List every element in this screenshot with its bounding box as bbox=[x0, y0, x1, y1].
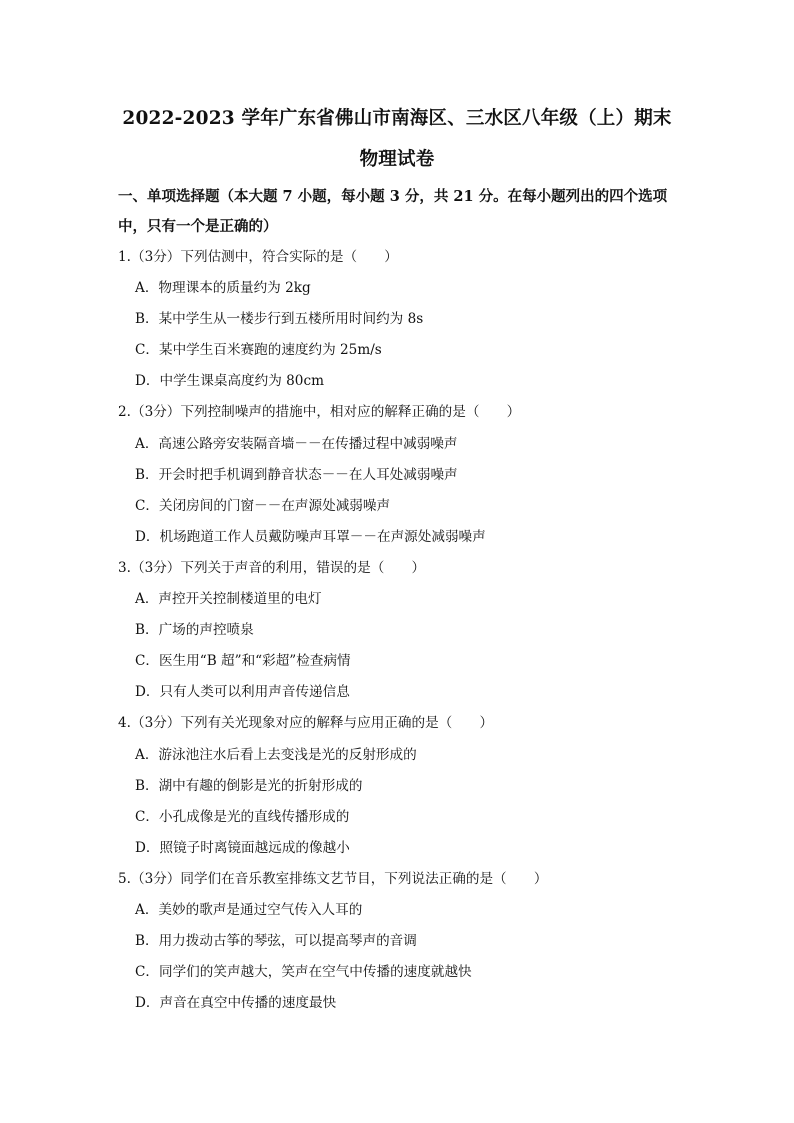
question-4 bbox=[118, 708, 684, 863]
section-heading: 一、单项选择题（本大题 7 小题，每小题 3 分，共 21 分。在每小题列出的四个选项中，只有一个是正确的） bbox=[118, 188, 668, 235]
option-a: A．美妙的歌声是通过空气传入人耳的 bbox=[135, 901, 363, 918]
exam-title-line-2: 物理试卷 bbox=[359, 149, 435, 170]
option-d: D．声音在真空中传播的速度最快 bbox=[135, 995, 337, 1012]
option-b: B．湖中有趣的倒影是光的折射形成的 bbox=[135, 777, 363, 794]
question-stem: 2.（3分）下列控制噪声的措施中，相对应的解释正确的是（ ） bbox=[118, 404, 521, 421]
question-5 bbox=[118, 864, 684, 1019]
option-c: C．医生用“B 超”和“彩超”检查病情 bbox=[135, 653, 351, 670]
option-a: A．声控开关控制楼道里的电灯 bbox=[135, 591, 322, 608]
option-b: B．开会时把手机调到静音状态－－在人耳处减弱噪声 bbox=[135, 466, 458, 483]
option-a: A．高速公路旁安装隔音墙－－在传播过程中减弱噪声 bbox=[135, 435, 458, 452]
question-3 bbox=[118, 553, 684, 708]
question-stem: 4.（3分）下列有关光现象对应的解释与应用正确的是（ ） bbox=[118, 715, 494, 732]
option-c: C．小孔成像是光的直线传播形成的 bbox=[135, 808, 350, 825]
option-b: B．用力拨动古筝的琴弦，可以提高琴声的音调 bbox=[135, 933, 417, 950]
option-d: D．机场跑道工作人员戴防噪声耳罩－－在声源处减弱噪声 bbox=[135, 528, 486, 545]
option-a: A．游泳池注水后看上去变浅是光的反射形成的 bbox=[135, 746, 417, 763]
option-d: D．只有人类可以利用声音传递信息 bbox=[135, 684, 350, 701]
option-c: C．关闭房间的门窗－－在声源处减弱噪声 bbox=[135, 497, 391, 514]
question-stem: 5.（3分）同学们在音乐教室排练文艺节目，下列说法正确的是（ ） bbox=[118, 870, 548, 887]
question-2 bbox=[118, 397, 684, 552]
question-list bbox=[118, 242, 684, 1019]
option-c: C．同学们的笑声越大，笑声在空气中传播的速度就越快 bbox=[135, 964, 472, 981]
question-stem: 3.（3分）下列关于声音的利用，错误的是（ ） bbox=[118, 559, 426, 576]
option-b: B．某中学生从一楼步行到五楼所用时间约为 8s bbox=[135, 311, 424, 328]
option-c: C．某中学生百米赛跑的速度约为 25m/s bbox=[135, 342, 382, 359]
option-b: B．广场的声控喷泉 bbox=[135, 622, 254, 639]
exam-title-line-1: 2022-2023 学年广东省佛山市南海区、三水区八年级（上）期末 bbox=[122, 108, 672, 129]
question-stem: 1.（3分）下列估测中，符合实际的是（ ） bbox=[118, 249, 398, 265]
option-d: D．中学生课桌高度约为 80cm bbox=[135, 373, 324, 390]
option-d: D．照镜子时离镜面越远成的像越小 bbox=[135, 839, 350, 856]
option-a: A．物理课本的质量约为 2kg bbox=[135, 280, 311, 297]
question-1 bbox=[118, 242, 684, 397]
